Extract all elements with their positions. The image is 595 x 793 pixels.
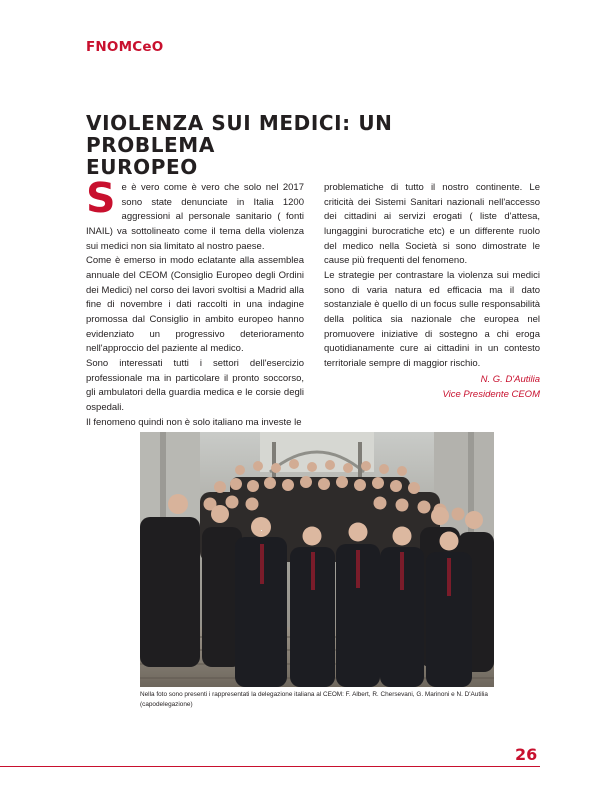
article-column-right [324,181,540,372]
group-photo [140,432,494,687]
article-title [86,112,516,178]
signature-role: Vice Presidente CEOM [442,388,540,400]
paragraph: Le strategie per contrastare la violenza sui medici sono di varia natura ed efficacia ma il dato sostanziale è quello di un focus sulle responsabilità della politica sia nazionale che europea nel promuovere iniziative di sostegno a chi eroga quotidianamente cure ai cittadini in un contesto territoriale sempre di maggior rischio. [324,269,540,369]
article-column-left [86,174,304,430]
footer-rule [0,766,540,767]
page-number: 26 [515,745,538,764]
paragraph: Come è emerso in modo eclatante alla assemblea annuale del CEOM (Consiglio Europeo degli Ordini dei Medici) nel corso dei lavori svoltisi a Madrid alla fine di novembre i dati raccolti in una indagine promossa dal Consiglio in ambito europeo hanno evidenziato un progressivo deterioramento nell'approccio del paziente al medico. [86,255,304,355]
paragraph [86,174,304,254]
dropcap: S [86,174,116,222]
paragraph-text: e è vero come è vero che solo nel 2017 sono state denunciate in Italia 1200 aggressioni al personale sanitario ( fonti INAIL) va sottolineato come il tema della violenza sui medici non sia limitato al nostro paese. [86,182,304,252]
paragraph: Il fenomeno quindi non è solo italiano ma investe le [86,416,302,428]
title-line-1: VIOLENZA SUI MEDICI: UN PROBLEMA [86,111,393,157]
brand-logo: FNOMCeO [86,39,164,55]
title-line-2: EUROPEO [86,155,198,179]
signature-author: N. G. D'Autilia [480,374,540,385]
photo-caption: Nella foto sono presenti i rappresentati la delegazione italiana al CEOM: F. Albert, R. Chersevani, G. Marinoni e N. D'Autilia (capodelegazione) [140,691,488,708]
paragraph: Sono interessati tutti i settori dell'esercizio professionale ma in particolare il pronto soccorso, gli ambulatori della guardia medica e le corsie degli ospedali. [86,357,304,413]
paragraph: problematiche di tutto il nostro continente. Le criticità dei Sistemi Sanitari nazionali nell'accesso dei cittadini ai servizi erogati ( liste d'attesa, lungaggini burocratiche etc) e un differente ruolo del medico nella Società si sono dimostrate le cause più frequenti del fenomeno. [324,182,540,267]
signature [324,373,540,402]
